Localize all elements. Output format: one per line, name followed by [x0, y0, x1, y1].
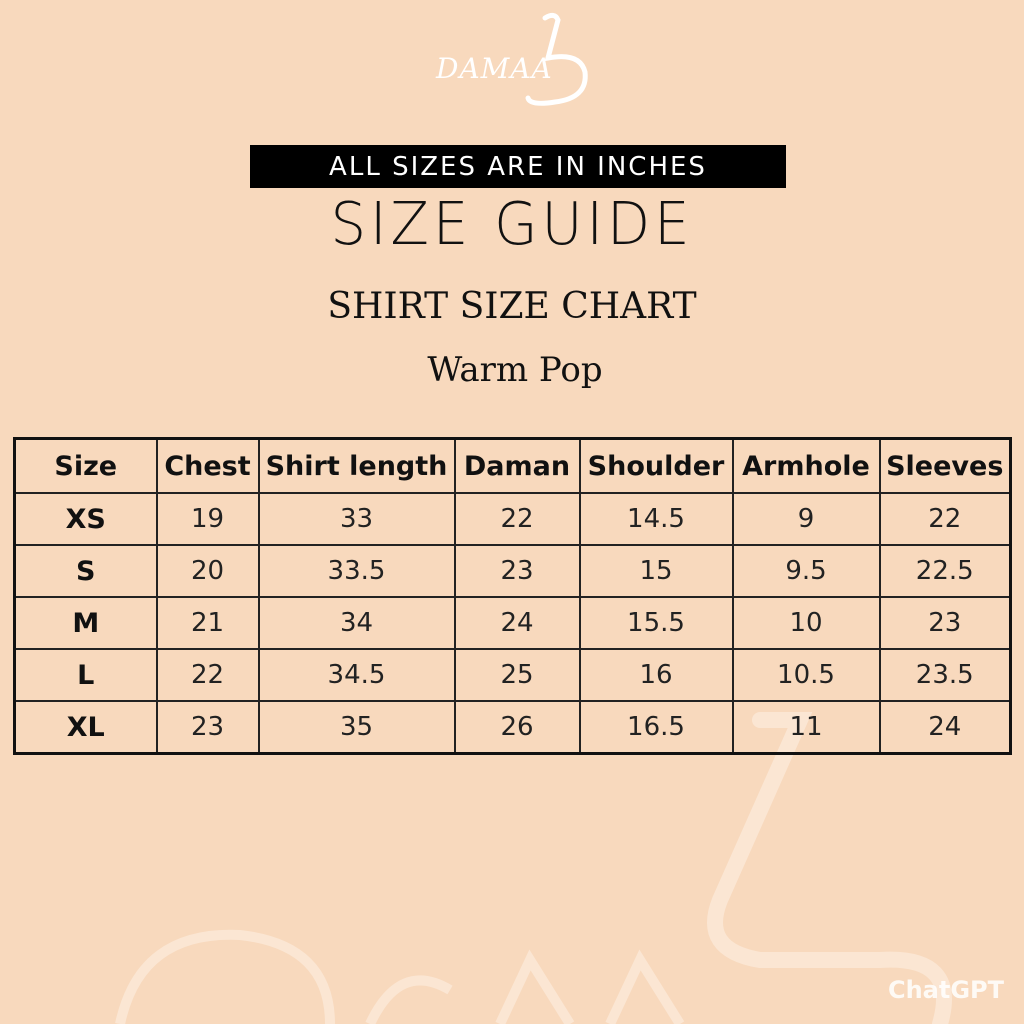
- daman-cell: 24: [455, 597, 580, 649]
- chest-cell: 19: [157, 493, 259, 545]
- daman-cell: 23: [455, 545, 580, 597]
- column-header-chest: Chest: [157, 439, 259, 494]
- product-name: Warm Pop: [427, 350, 603, 390]
- shoulder-cell: 15.5: [580, 597, 733, 649]
- table-row: [15, 649, 1011, 701]
- size-cell: XS: [15, 493, 157, 545]
- page-heading: SIZE GUIDE: [330, 190, 694, 259]
- shirt-length-cell: 35: [259, 701, 455, 754]
- brand-logo-text: DAMAA: [436, 52, 553, 85]
- units-banner: ALL SIZES ARE IN INCHES: [250, 145, 786, 188]
- shirt-length-cell: 33: [259, 493, 455, 545]
- sleeves-cell: 23: [880, 597, 1011, 649]
- table-row: [15, 545, 1011, 597]
- column-header-daman: Daman: [455, 439, 580, 494]
- shoulder-cell: 14.5: [580, 493, 733, 545]
- sleeves-cell: 22.5: [880, 545, 1011, 597]
- column-header-armhole: Armhole: [733, 439, 880, 494]
- armhole-cell: 9: [733, 493, 880, 545]
- corner-watermark-text: ChatGPT: [887, 976, 1004, 1004]
- table-row: [15, 701, 1011, 754]
- chart-title: SHIRT SIZE CHART: [327, 286, 697, 327]
- daman-cell: 26: [455, 701, 580, 754]
- sleeves-cell: 22: [880, 493, 1011, 545]
- shoulder-cell: 16: [580, 649, 733, 701]
- table-row: [15, 493, 1011, 545]
- column-header-shoulder: Shoulder: [580, 439, 733, 494]
- sleeves-cell: 23.5: [880, 649, 1011, 701]
- shoulder-cell: 15: [580, 545, 733, 597]
- daman-cell: 22: [455, 493, 580, 545]
- shoulder-cell: 16.5: [580, 701, 733, 754]
- armhole-cell: 9.5: [733, 545, 880, 597]
- shirt-length-cell: 33.5: [259, 545, 455, 597]
- size-cell: M: [15, 597, 157, 649]
- shirt-length-cell: 34: [259, 597, 455, 649]
- daman-cell: 25: [455, 649, 580, 701]
- column-header-shirt-length: Shirt length: [259, 439, 455, 494]
- chest-cell: 20: [157, 545, 259, 597]
- armhole-cell: 10.5: [733, 649, 880, 701]
- size-chart-table: [13, 437, 1012, 755]
- size-cell: L: [15, 649, 157, 701]
- table-header-row: [15, 439, 1011, 494]
- sleeves-cell: 24: [880, 701, 1011, 754]
- table-row: [15, 597, 1011, 649]
- armhole-cell: 10: [733, 597, 880, 649]
- brand-logo: [430, 10, 600, 110]
- shirt-length-cell: 34.5: [259, 649, 455, 701]
- chest-cell: 23: [157, 701, 259, 754]
- column-header-size: Size: [15, 439, 157, 494]
- chest-cell: 21: [157, 597, 259, 649]
- column-header-sleeves: Sleeves: [880, 439, 1011, 494]
- chest-cell: 22: [157, 649, 259, 701]
- size-cell: S: [15, 545, 157, 597]
- size-cell: XL: [15, 701, 157, 754]
- armhole-cell: 11: [733, 701, 880, 754]
